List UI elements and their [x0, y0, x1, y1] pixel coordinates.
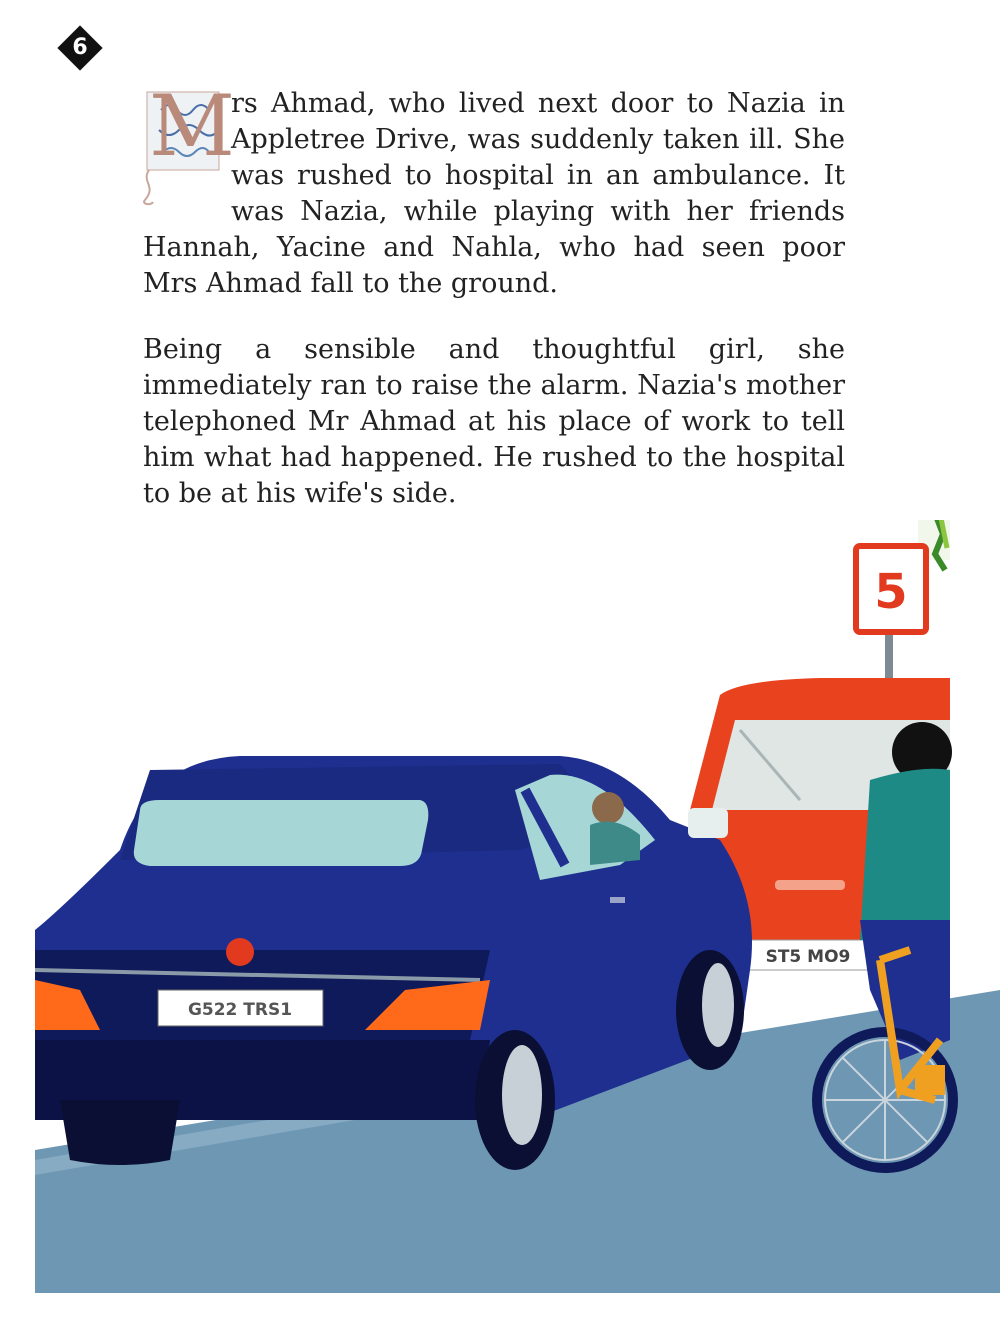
illuminated-drop-cap — [141, 77, 236, 208]
story-text — [143, 77, 845, 512]
paragraph-1-text: rs Ahmad, who lived next door to Nazia in Appletree Drive, was suddenly taken ill. She was rushed to hospital in an ambulance. It was Nazia, while playing with her friends Hannah, Yacine and Nahla, who had seen poor Mrs Ahmad fall to the ground. — [143, 88, 845, 299]
page-number-badge — [58, 26, 102, 70]
red-car-plate: ST5 MO9 — [765, 947, 851, 967]
drop-cap-letter: M — [149, 77, 236, 175]
speed-sign-number: 5 — [874, 564, 908, 620]
paragraph-1 — [143, 77, 845, 302]
page-number: 6 — [72, 35, 88, 60]
blue-car-plate: G522 TRS1 — [187, 1000, 293, 1020]
paragraph-2: Being a sensible and thoughtful girl, she immediately ran to raise the alarm. Nazia's mother telephoned Mr Ahmad at his place of work to tell him what had happened. He rushed to the hospital to be at his wife's side. — [143, 334, 845, 509]
street-illustration — [0, 520, 1000, 1333]
